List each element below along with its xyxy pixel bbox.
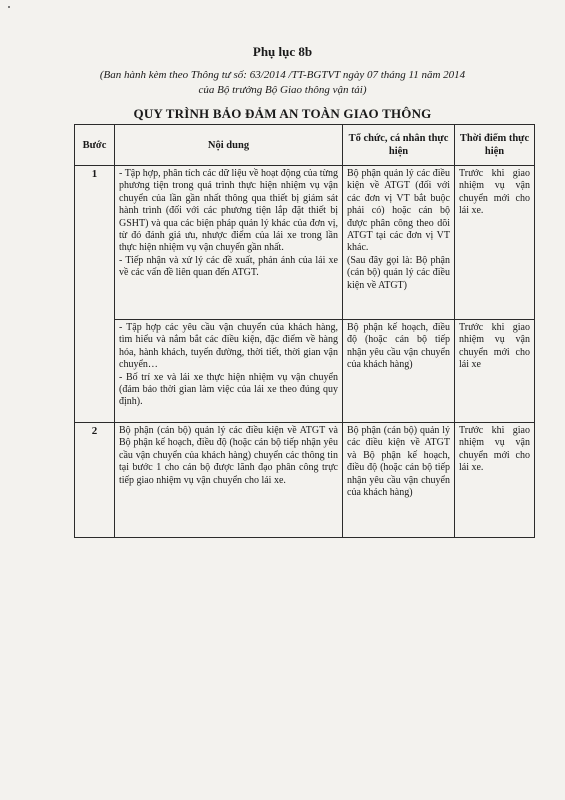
row-org — [343, 166, 455, 320]
content-paragraph: - Bố trí xe và lái xe thực hiện nhiệm vụ vận chuyển (đảm bảo thời gian làm việc của lái xe theo đúng quy định). — [119, 371, 338, 408]
scan-speck — [8, 6, 10, 8]
issuance-note-line-2: của Bộ trưởng Bộ Giao thông vận tải) — [198, 84, 367, 96]
table-row — [75, 423, 535, 538]
table-row — [75, 166, 535, 320]
header-org: Tổ chức, cá nhân thực hiện — [343, 125, 455, 166]
header-content: Nội dung — [115, 125, 343, 166]
org-paragraph: (Sau đây gọi là: Bộ phận (cán bộ) quản lý các điều kiện về ATGT) — [347, 254, 450, 291]
row-content — [115, 320, 343, 423]
issuance-note — [0, 68, 565, 98]
header-step: Bước — [75, 125, 115, 166]
row-org — [343, 320, 455, 423]
issuance-note-line-1: (Ban hành kèm theo Thông tư số: 63/2014 /TT-BGTVT ngày 07 tháng 11 năm 2014 — [99, 69, 466, 81]
content-paragraph: - Tập hợp các yêu cầu vận chuyển của khách hàng, tìm hiểu và nắm bắt các điều kiện, đặc điểm về hàng hóa, hành khách, tuyến đường, thời tiết, thời gian vận chuyển… — [119, 322, 338, 371]
row-time: Trước khi giao nhiệm vụ vận chuyển mới cho lái xe. — [455, 423, 535, 538]
row-time: Trước khi giao nhiệm vụ vận chuyển mới cho lái xe — [455, 320, 535, 423]
org-paragraph: Bộ phận (cán bộ) quản lý các điều kiện về ATGT và Bộ phận kế hoạch, điều độ (hoặc cán bộ tiếp nhận yêu cầu vận chuyển của khách hàng) — [347, 425, 450, 499]
header-time: Thời điểm thực hiện — [455, 125, 535, 166]
row-content — [115, 423, 343, 538]
org-paragraph: Bộ phận kế hoạch, điều độ (hoặc cán bộ tiếp nhận yêu cầu vận chuyển của khách hàng) — [347, 322, 450, 371]
step-number: 2 — [75, 423, 115, 538]
content-paragraph: - Tiếp nhận và xử lý các đề xuất, phản ánh của lái xe về các vấn đề liên quan đến ATGT. — [119, 254, 338, 279]
content-paragraph: - Tập hợp, phân tích các dữ liệu về hoạt động của từng phương tiện trong quá trình thực hiện nhiệm vụ vận chuyển của lần gần nhất thông qua thiết bị giám sát hành trình (đối với các phương tiện lắp đặt thiết bị GSHT) và qua các biện pháp quản lý khác của đơn vị, từ đó đánh giá ưu, nhược điểm của lái xe trong lần thực hiện nhiệm vụ vận chuyển gần nhất. — [119, 168, 338, 254]
org-paragraph: Bộ phận quản lý các điều kiện về ATGT (đối với các đơn vị VT bắt buộc phải có) hoặc cán bộ được phân công theo dõi ATGT tại các đơn vị VT khác. — [347, 168, 450, 254]
table-header-row — [75, 125, 535, 166]
row-time: Trước khi giao nhiệm vụ vận chuyển mới cho lái xe. — [455, 166, 535, 320]
procedure-heading: QUY TRÌNH BẢO ĐẢM AN TOÀN GIAO THÔNG — [133, 106, 432, 121]
step-number: 1 — [75, 166, 115, 423]
procedure-table — [74, 124, 535, 538]
content-paragraph: Bộ phận (cán bộ) quản lý các điều kiện về ATGT và Bộ phận kế hoạch, điều độ (hoặc cán bộ tiếp nhận yêu cầu vận chuyển của khách hàng) chuyển các thông tin tại bước 1 cho cán bộ được lãnh đạo phân công trực tiếp giao nhiệm vụ vận chuyển cho lái xe. — [119, 425, 338, 486]
row-org — [343, 423, 455, 538]
table-row — [75, 320, 535, 423]
row-content — [115, 166, 343, 320]
appendix-title: Phụ lục 8b — [252, 44, 313, 59]
